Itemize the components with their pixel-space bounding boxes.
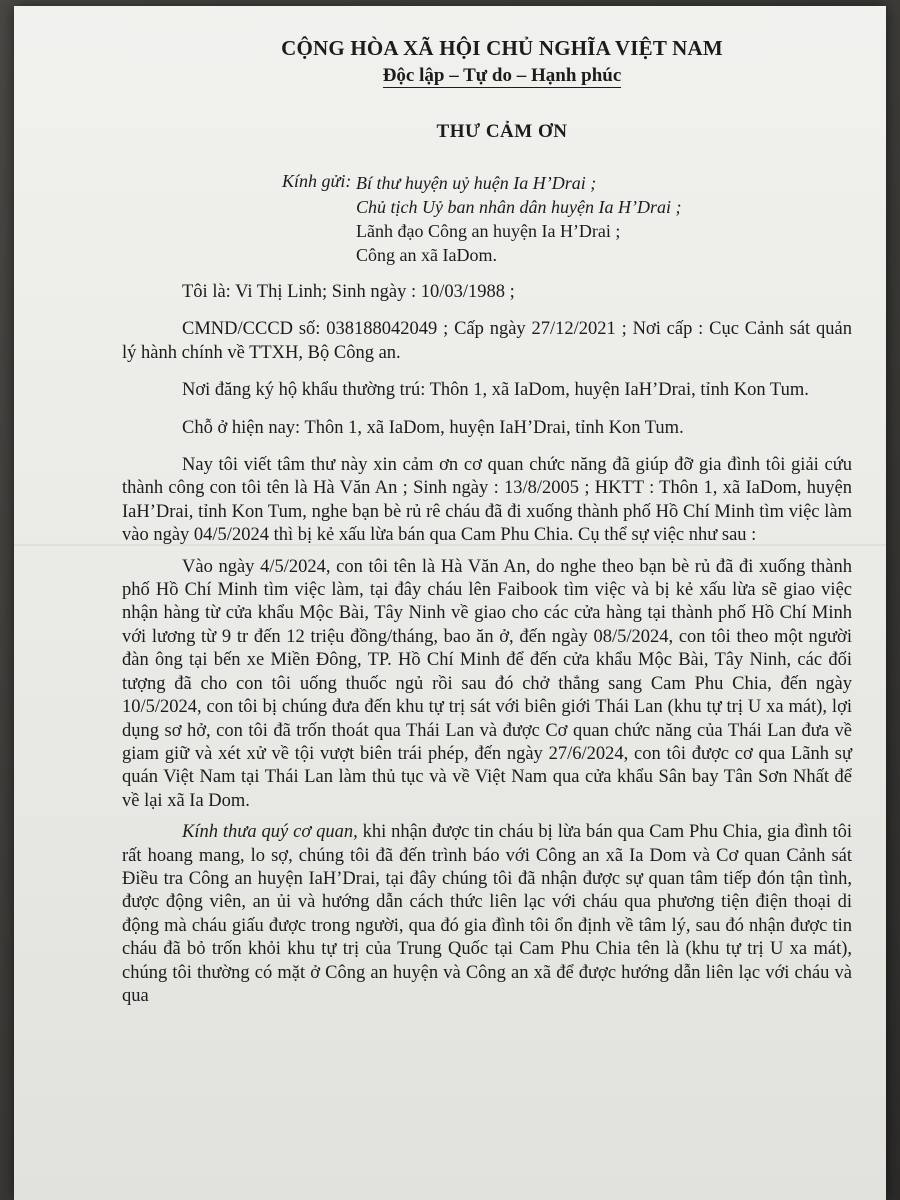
recipient-item: Chủ tịch Uỷ ban nhân dân huyện Ia H’Drai ; [356, 197, 682, 217]
national-motto [152, 65, 852, 87]
paragraph-thanks [122, 821, 852, 1008]
recipient-item: Lãnh đạo Công an huyện Ia H’Drai ; [356, 221, 621, 241]
letter-title: THƯ CẢM ƠN [436, 121, 568, 142]
recipients-list [356, 171, 681, 267]
recipients-block [122, 171, 852, 267]
letter-page [14, 6, 886, 1200]
paragraph-thanks-text: khi nhận được tin cháu bị lừa bán qua Cam Phu Chia, gia đình tôi rất hoang mang, lo sợ, chúng tôi đã đến trình báo với Công an xã Ia Dom và Cơ quan Cảnh sát Điều tra Công an huyện IaH’Drai, tại đây chúng tôi đã nhận được sự quan tâm tiếp đón tận tình, được động viên, an ủi và hướng dẫn cách thức liên lạc với cháu qua phương tiện điện thoại di động mà cháu giấu được trong người, qua đó gia đình tôi ổn định về tâm lý, sau đó nhận được tin cháu đã bỏ trốn khỏi khu tự trị của Trung Quốc tại Cam Phu Chia tên là (khu tự trị U xa mát), chúng tôi thường có mặt ở Công an huyện và Công an xã để được hướng dẫn liên lạc với cháu và qua [122, 822, 852, 1006]
recipient-item: Công an xã IaDom. [356, 245, 497, 265]
paragraph-identity: Tôi là: Vi Thị Linh; Sinh ngày : 10/03/1988 ; [182, 282, 515, 302]
recipients-label: Kính gửi: [282, 171, 352, 191]
recipient-item: Bí thư huyện uỷ huện Ia H’Drai ; [356, 173, 597, 193]
paragraph-intro: Nay tôi viết tâm thư này xin cảm ơn cơ quan chức năng đã giúp đỡ gia đình tôi giải cứu thành công con tôi tên là Hà Văn An ; Sinh ngày : 13/8/2005 ; HKTT : Thôn 1, xã IaDom, huyện IaH’Drai, tỉnh Kon Tum, nghe bạn bè rủ rê cháu đã đi xuống thành phố Hồ Chí Minh tìm việc làm vào ngày 04/5/2024 thì bị kẻ xấu lừa bán qua Cam Phu Chia. Cụ thể sự việc như sau : [122, 455, 852, 546]
paragraph-permanent-address: Nơi đăng ký hộ khẩu thường trú: Thôn 1, xã IaDom, huyện IaH’Drai, tỉnh Kon Tum. [182, 380, 809, 401]
paragraph-id-card: CMND/CCCD số: 038188042049 ; Cấp ngày 27/12/2021 ; Nơi cấp : Cục Cảnh sát quản lý hành chính về TTXH, Bộ Công an. [122, 319, 852, 363]
paragraph-events: Vào ngày 4/5/2024, con tôi tên là Hà Văn An, do nghe theo bạn bè rủ đã đi xuống thành phố Hồ Chí Minh tìm việc làm, tại đây cháu lên Faibook tìm việc và bị kẻ xấu lừa sẽ giao việc nhận hàng từ cửa khẩu Mộc Bài, Tây Ninh về giao cho các cửa hàng tại thành phố Hồ Chí Minh với lương từ 9 tr đến 12 triệu đồng/tháng, bao ăn ở, đến ngày 08/5/2024, con tôi theo một người đàn ông tại bến xe Miền Đông, TP. Hồ Chí Minh để đến cửa khẩu Mộc Bài, Tây Ninh, các đối tượng đã cho con tôi uống thuốc ngủ rồi sau đó chở thẳng sang Cam Phu Chia, đến ngày 10/5/2024, con tôi bị chúng đưa đến khu tự trị sát với biên giới Thái Lan (khu tự trị U xa mát), lợi dụng sơ hở, con tôi đã trốn thoát qua Thái Lan và được Cơ quan chức năng của Thái Lan đưa về giam giữ và xét xử về tội vượt biên trái phép, đến ngày 27/6/2024, con tôi được cơ qua Lãnh sự quán Việt Nam tại Thái Lan làm thủ tục và về Việt Nam qua cửa khẩu Sân bay Tân Sơn Nhất để về lại xã Ia Dom. [122, 556, 852, 811]
paragraph-current-address: Chỗ ở hiện nay: Thôn 1, xã IaDom, huyện IaH’Drai, tỉnh Kon Tum. [182, 417, 684, 438]
national-title: CỘNG HÒA XÃ HỘI CHỦ NGHĨA VIỆT NAM [281, 36, 723, 60]
motto-text: Độc lập – Tự do – Hạnh phúc [382, 65, 622, 86]
letter-content [122, 36, 852, 1008]
salutation-text: Kính thưa quý cơ quan, [182, 822, 358, 843]
